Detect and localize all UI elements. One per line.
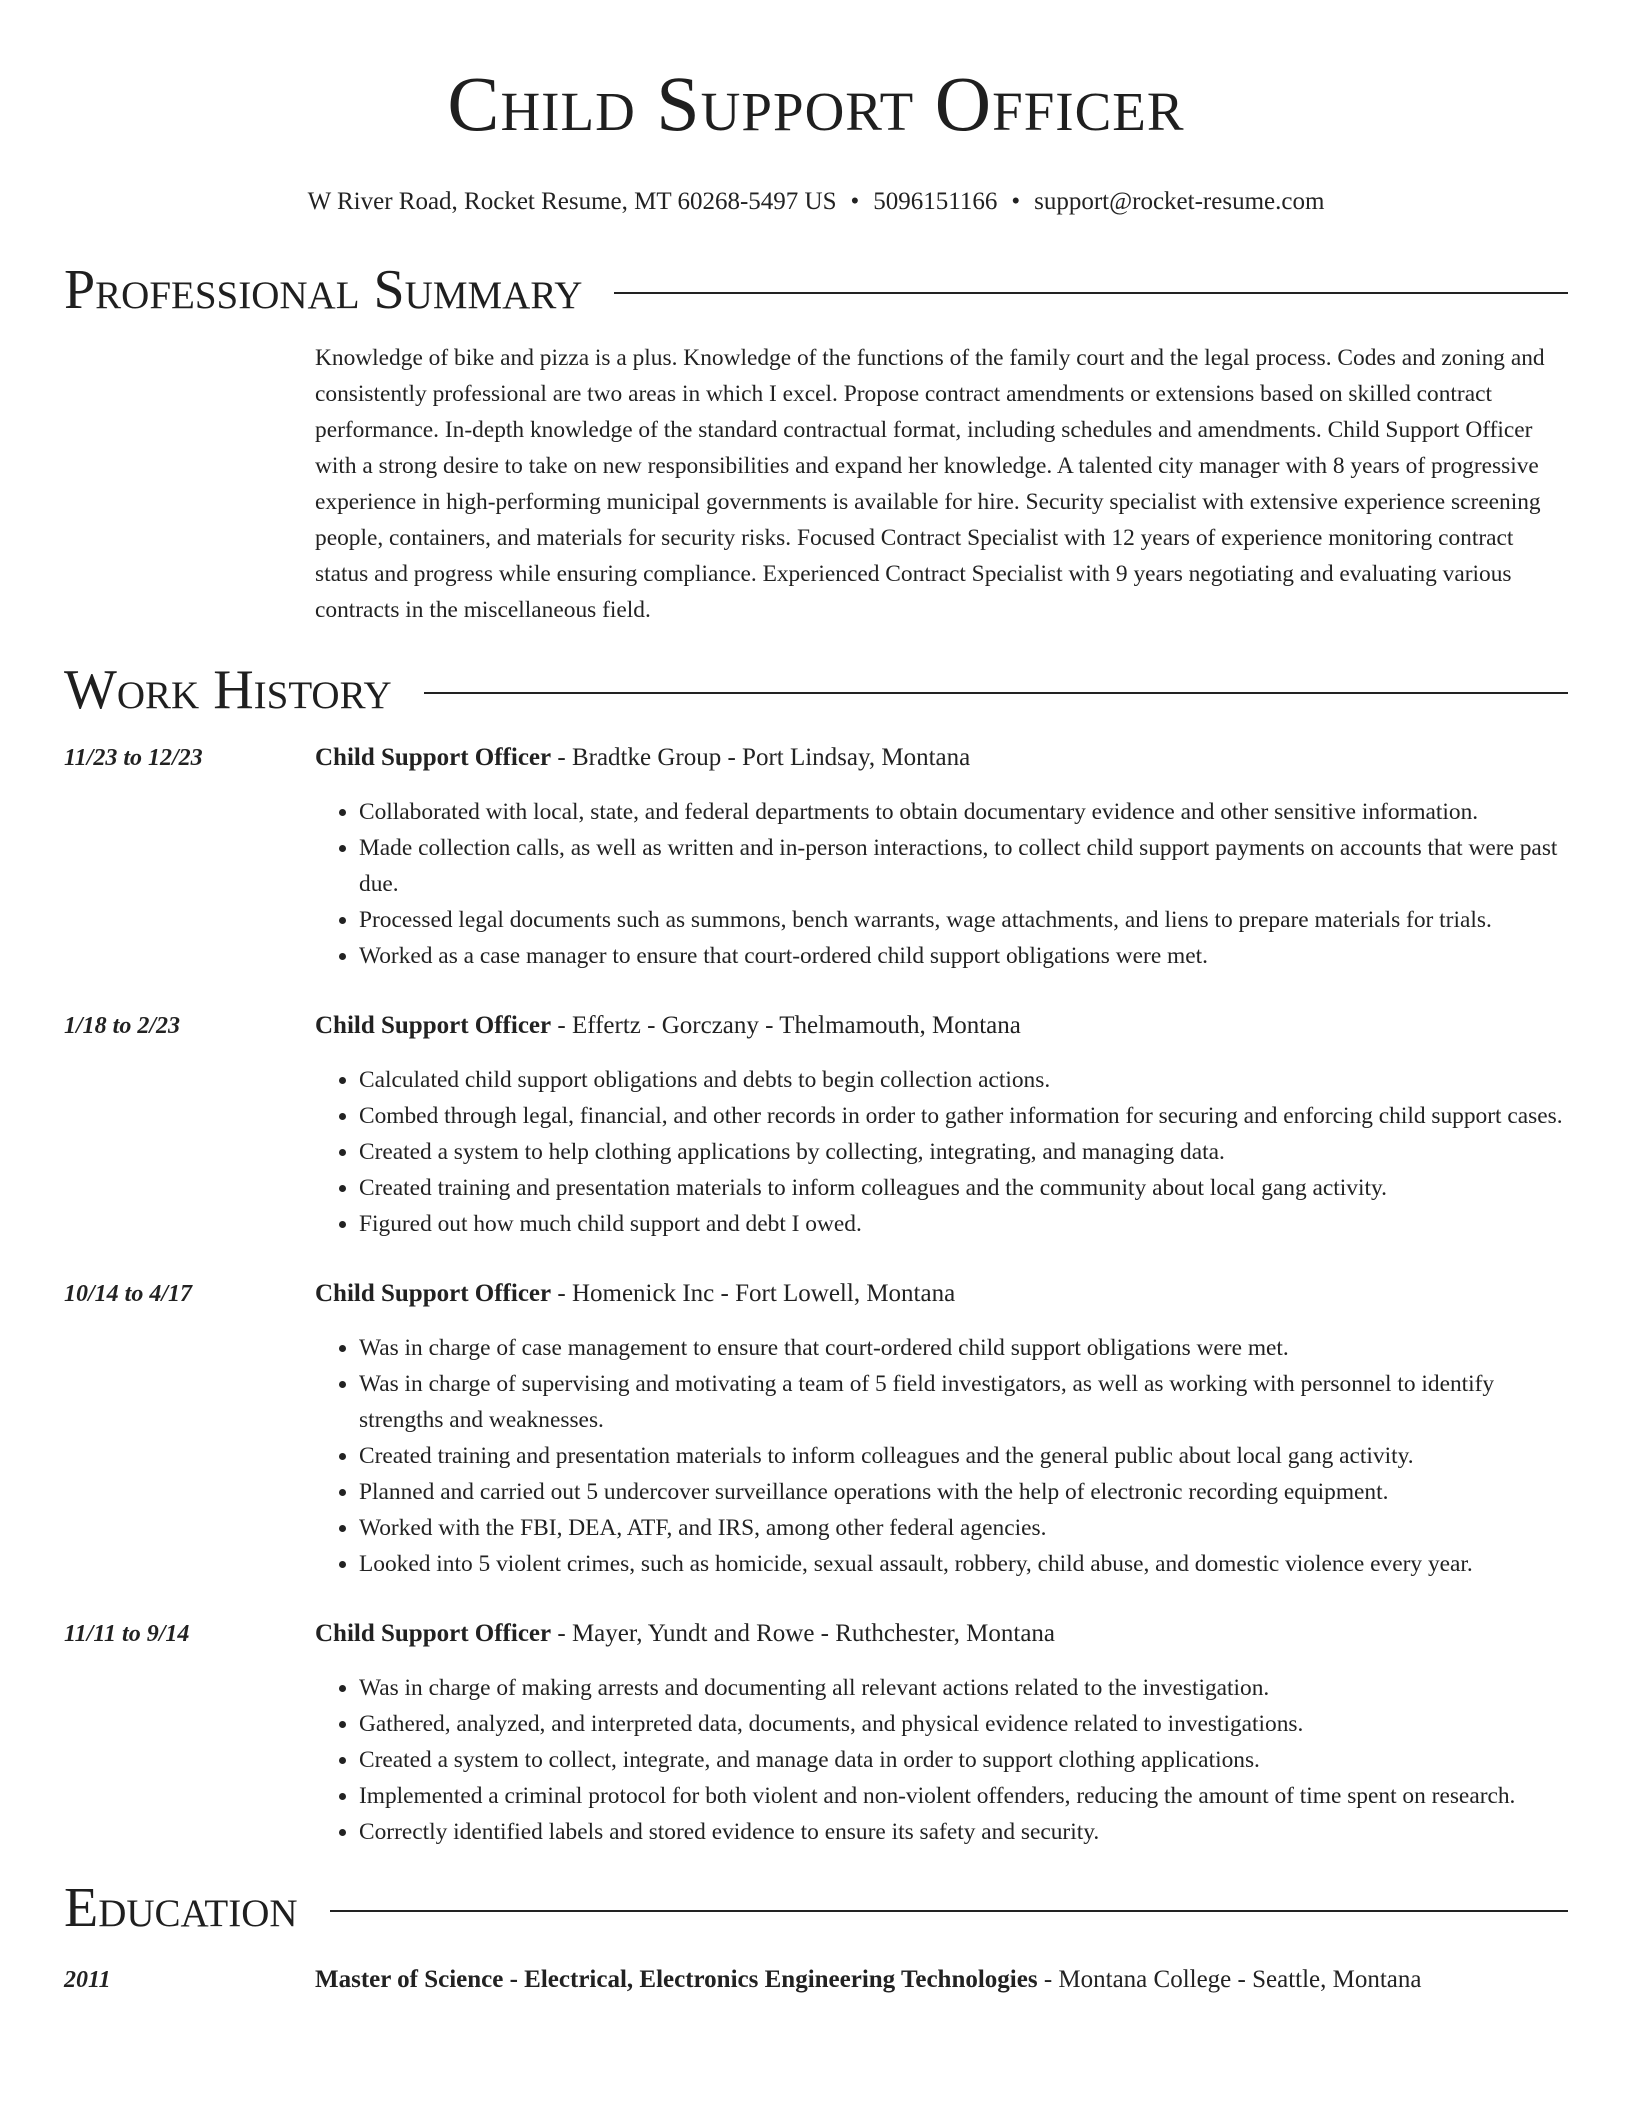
section-heading: Professional Summary [64,259,583,321]
education-entry [64,1962,1568,1998]
job-details: - Homenick Inc - Fort Lowell, Montana [551,1280,956,1307]
section-work-history [64,658,1568,722]
list-item: • Created training and presentation materials to inform colleagues and the community about local gang activity. [359,1170,1568,1206]
job-entry [64,1616,1568,1850]
section-heading: Work History [64,659,392,721]
list-item: • Implemented a criminal protocol for both violent and non-violent offenders, reducing the amount of time spent on research. [359,1778,1568,1814]
job-date: 1/18 to 2/23 [64,1013,181,1039]
job-role: Child Support Officer [315,744,552,771]
list-item: • Gathered, analyzed, and interpreted data, documents, and physical evidence related to investigations. [359,1706,1568,1742]
job-role: Child Support Officer [315,1280,552,1307]
section-divider [424,692,1568,694]
job-bullets [315,1062,1568,1242]
list-item: • Planned and carried out 5 undercover surveillance operations with the help of electronic recording equipment. [359,1474,1568,1510]
page-title: Child Support Officer [447,60,1185,147]
list-item: • Collaborated with local, state, and federal departments to obtain documentary evidence and other sensitive information. [359,794,1568,830]
list-item: • Looked into 5 violent crimes, such as homicide, sexual assault, robbery, child abuse, and domestic violence every year. [359,1546,1568,1582]
job-heading [315,1616,1568,1652]
job-bullets [315,1670,1568,1850]
job-role: Child Support Officer [315,1620,552,1647]
bullet-separator: • [850,188,860,215]
list-item: • Correctly identified labels and stored evidence to ensure its safety and security. [359,1814,1568,1850]
list-item: • Created training and presentation materials to inform colleagues and the general public about local gang activity. [359,1438,1568,1474]
contact-line [64,186,1568,218]
section-professional-summary [64,258,1568,322]
section-divider [614,292,1568,294]
job-details: - Effertz - Gorczany - Thelmamouth, Montana [551,1012,1021,1039]
contact-address: W River Road, Rocket Resume, MT 60268-5497 US [307,188,837,215]
job-bullets [315,1330,1568,1582]
job-details: - Bradtke Group - Port Lindsay, Montana [551,744,971,771]
job-bullets [315,794,1568,974]
list-item: • Was in charge of supervising and motivating a team of 5 field investigators, as well as working with personnel to identify strengths and weaknesses. [359,1366,1568,1438]
contact-email: support@rocket-resume.com [1034,188,1325,215]
list-item: • Figured out how much child support and debt I owed. [359,1206,1568,1242]
list-item: • Worked as a case manager to ensure that court-ordered child support obligations were met. [359,938,1568,974]
list-item: • Combed through legal, financial, and other records in order to gather information for securing and enforcing child support cases. [359,1098,1568,1134]
job-list [64,740,1568,1850]
job-date: 11/11 to 9/14 [64,1621,190,1647]
education-degree: Master of Science - Electrical, Electronics Engineering Technologies [315,1966,1038,1993]
job-heading [315,1008,1568,1044]
job-date: 11/23 to 12/23 [64,745,203,771]
section-divider [330,1910,1568,1912]
list-item: • Made collection calls, as well as written and in-person interactions, to collect child support payments on accounts that were past due. [359,830,1568,902]
list-item: • Created a system to collect, integrate, and manage data in order to support clothing applications. [359,1742,1568,1778]
job-date: 10/14 to 4/17 [64,1281,193,1307]
list-item: • Created a system to help clothing applications by collecting, integrating, and managing data. [359,1134,1568,1170]
contact-phone: 5096151166 [873,188,998,215]
list-item: • Processed legal documents such as summons, bench warrants, wage attachments, and liens to prepare materials for trials. [359,902,1568,938]
list-item: • Calculated child support obligations and debts to begin collection actions. [359,1062,1568,1098]
summary-text: Knowledge of bike and pizza is a plus. Knowledge of the functions of the family court and the legal process. Codes and zoning and consistently professional are two areas in which I excel. Propose contract amendments or extensions based on skilled contract performance. In-depth knowledge of the standard contractual format, including schedules and amendments. Child Support Officer with a strong desire to take on new responsibilities and expand her knowledge. A talented city manager with 8 years of progressive experience in high-performing municipal governments is available for hire. Security specialist with extensive experience screening people, containers, and materials for security risks. Focused Contract Specialist with 12 years of experience monitoring contract status and progress while ensuring compliance. Experienced Contract Specialist with 9 years negotiating and evaluating various contracts in the miscellaneous field. [315,345,1545,623]
section-education [64,1876,1568,1940]
job-entry [64,740,1568,974]
list-item: • Was in charge of case management to ensure that court-ordered child support obligations were met. [359,1330,1568,1366]
job-entry [64,1008,1568,1242]
education-date: 2011 [64,1967,111,1993]
section-heading: Education [64,1877,298,1939]
job-role: Child Support Officer [315,1012,552,1039]
job-details: - Mayer, Yundt and Rowe - Ruthchester, Montana [551,1620,1056,1647]
job-entry [64,1276,1568,1582]
bullet-separator: • [1011,188,1021,215]
job-heading [315,1276,1568,1312]
education-details: - Montana College - Seattle, Montana [1037,1966,1422,1993]
list-item: • Worked with the FBI, DEA, ATF, and IRS, among other federal agencies. [359,1510,1568,1546]
list-item: • Was in charge of making arrests and documenting all relevant actions related to the investigation. [359,1670,1568,1706]
job-heading [315,740,1568,776]
